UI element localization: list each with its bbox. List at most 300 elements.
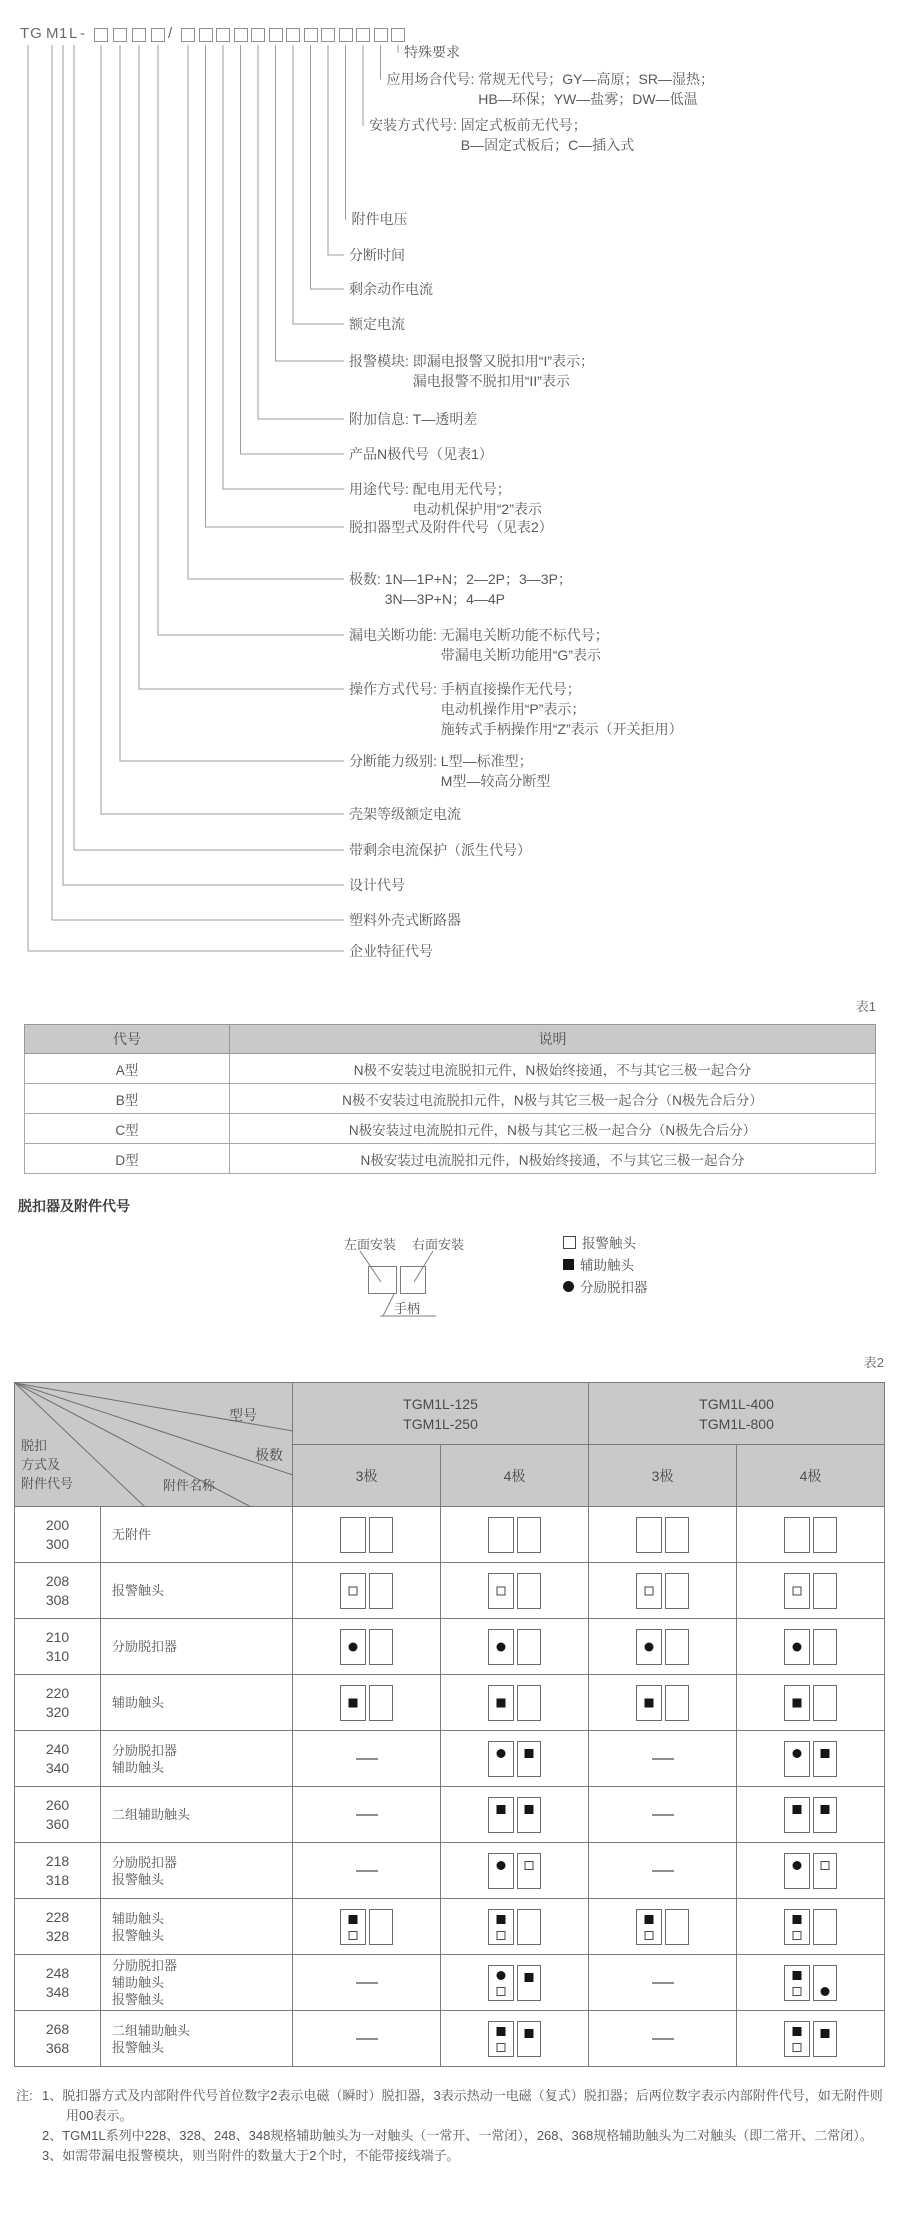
note-item: 2、TGM1L系列中228、328、248、348规格辅助触头为一对触头（一常开、一常闭），268、368规格辅助触头为二对触头（即二常开、二常闭）。 [42, 2128, 873, 2143]
leader-line [223, 45, 344, 489]
accessory-name-line: 辅助触头 [112, 1695, 165, 1710]
right-compartment [665, 1517, 689, 1553]
breaker-icon [488, 1909, 541, 1945]
diagram-label [349, 479, 542, 519]
model-group-125-250 [293, 1383, 589, 1445]
breaker-icon [488, 1797, 541, 1833]
code-box [321, 28, 335, 42]
breaker-icon [784, 1685, 837, 1721]
legend-item [563, 1232, 636, 1252]
trip-code: 320 [45, 1703, 70, 1720]
breaker-config-cell [737, 1731, 885, 1787]
left-compartment [784, 1685, 810, 1721]
sq-fill-icon [349, 1915, 358, 1924]
left-compartment [488, 1965, 514, 2001]
code-box [304, 28, 318, 42]
left-compartment [488, 1685, 514, 1721]
breaker-icon [784, 2021, 837, 2057]
diagram-label-line: 报警模块: 即漏电报警又脱扣用“I”表示； [349, 353, 594, 369]
accessory-name-cell [101, 1731, 293, 1787]
code-box [199, 28, 213, 42]
diagram-label-line: 壳架等级额定电流 [349, 806, 461, 822]
dot-icon [645, 1642, 654, 1651]
trip-code-cell [15, 1843, 101, 1899]
sq-fill-icon [525, 2029, 534, 2038]
code-char-TG: TG [20, 25, 43, 42]
note-item: 3、如需带漏电报警模块，则当附件的数量大于2个时，不能带接线端子。 [42, 2148, 460, 2163]
sq-fill-icon [821, 1805, 830, 1814]
sq-fill-icon [821, 2029, 830, 2038]
note-item: 1、脱扣器方式及内部附件代号首位数字2表示电磁（瞬时）脱扣器，3表示热动一电磁（复式）脱扣器；后两位数字表示内部附件代号，如无附件则用00表示。 [42, 2088, 883, 2123]
right-compartment [813, 1741, 837, 1777]
leader-line [398, 45, 399, 52]
table1-header-code: 代号 [25, 1025, 230, 1054]
model-name: TGM1L-800 [699, 1415, 774, 1432]
table2-row [15, 1843, 885, 1899]
table2-row [15, 1787, 885, 1843]
leader-line [328, 45, 344, 255]
accessory-name-cell [101, 1787, 293, 1843]
sq-open-icon [349, 1586, 358, 1595]
diagram-label-line: 脱扣器型式及附件代号（见表2） [349, 519, 553, 535]
dot-icon [497, 1749, 506, 1758]
table1-row [25, 1054, 876, 1084]
breaker-config-cell [737, 1563, 885, 1619]
code-box [151, 28, 165, 42]
breaker-icon [488, 1573, 541, 1609]
leader-line [206, 45, 345, 527]
trip-code: 220 [45, 1684, 70, 1701]
table1-code-cell: D型 [25, 1144, 230, 1174]
trip-code: 348 [45, 1983, 70, 2000]
right-compartment [665, 1573, 689, 1609]
left-compartment [784, 1741, 810, 1777]
table1-row [25, 1084, 876, 1114]
table2-row [15, 1563, 885, 1619]
diagram-label [349, 625, 609, 665]
model-name: TGM1L-250 [403, 1415, 478, 1432]
not-available-dash [652, 1982, 674, 1984]
sq-fill-icon [525, 1805, 534, 1814]
sq-open-icon [793, 2043, 802, 2052]
trip-code-cell [15, 1563, 101, 1619]
right-compartment [665, 1629, 689, 1665]
breaker-config-cell [441, 1675, 589, 1731]
breaker-config-cell [293, 1731, 441, 1787]
sq-fill-icon [497, 1698, 506, 1707]
breaker-icon [636, 1909, 689, 1945]
diagram-label-line: 带剩余电流保护（派生代号） [349, 842, 531, 858]
diagram-label [349, 409, 477, 429]
table1-code-cell: A型 [25, 1054, 230, 1084]
diagram-label-line: 产品N极代号（见表1） [349, 446, 493, 462]
pole-header-cell: 4极 [737, 1445, 885, 1507]
accessory-name-cell [101, 1619, 293, 1675]
left-compartment [488, 1853, 514, 1889]
table1-header-row [25, 1025, 876, 1054]
breaker-icon [488, 1517, 541, 1553]
trip-code: 228 [45, 1908, 70, 1925]
breaker-icon [340, 1573, 393, 1609]
accessory-name-line: 辅助触头 [112, 1759, 165, 1775]
code-box [391, 28, 405, 42]
breaker-config-cell [293, 1899, 441, 1955]
diagram-label-line: 施转式手柄操作用“Z”表示（开关拒用） [440, 721, 683, 737]
diagram-label-line: 塑料外壳式断路器 [349, 912, 461, 928]
trip-accessory-table [14, 1382, 885, 2067]
right-compartment [517, 1685, 541, 1721]
corner-left-line-1: 脱扣 [21, 1438, 48, 1453]
accessory-name-cell [101, 2011, 293, 2067]
code-char-M: M [46, 25, 60, 42]
breaker-config-cell [737, 1507, 885, 1563]
trip-code-cell [15, 1899, 101, 1955]
trip-code-cell [15, 1731, 101, 1787]
table2-row [15, 1955, 885, 2011]
breaker-icon [488, 1685, 541, 1721]
model-group-400-800 [589, 1383, 885, 1445]
breaker-icon [340, 1909, 393, 1945]
handle-label: 手柄 [394, 1301, 421, 1316]
breaker-config-cell [589, 1899, 737, 1955]
table1-desc-cell: N极安装过电流脱扣元件，N极始终接通，不与其它三极一起合分 [230, 1144, 876, 1174]
breaker-config-cell [737, 1675, 885, 1731]
leader-line [63, 45, 344, 885]
right-compartment [517, 1741, 541, 1777]
dot-icon [821, 1987, 830, 1996]
code-box [113, 28, 127, 42]
breaker-icon [784, 1965, 837, 2001]
sq-fill-icon [645, 1698, 654, 1707]
breaker-config-cell [293, 2011, 441, 2067]
breaker-icon [488, 1741, 541, 1777]
accessory-name-line: 分励脱扣器 [112, 1639, 178, 1654]
breaker-config-cell [293, 1563, 441, 1619]
legend-item [563, 1276, 648, 1296]
sq-fill-icon [645, 1915, 654, 1924]
breaker-config-cell [589, 1675, 737, 1731]
table2-model-header-row [15, 1383, 885, 1445]
legend-label: 辅助触头 [580, 1258, 634, 1273]
right-compartment [517, 2021, 541, 2057]
right-compartment [517, 1853, 541, 1889]
breaker-config-cell [737, 1619, 885, 1675]
right-compartment [369, 1517, 393, 1553]
left-compartment [784, 1965, 810, 2001]
diagram-label-line: 分断时间 [349, 247, 405, 263]
breaker-icon [636, 1517, 689, 1553]
not-available-dash [356, 1758, 378, 1760]
breaker-config-cell [441, 1955, 589, 2011]
sq-open-icon [497, 1931, 506, 1940]
breaker-icon [340, 1629, 393, 1665]
dot-icon [563, 1281, 574, 1292]
notes-prefix: 注: [16, 2088, 33, 2103]
code-char-L: L [69, 25, 79, 42]
table1-caption: 表1 [855, 999, 876, 1014]
trip-code: 310 [45, 1647, 70, 1664]
diagram-label [349, 444, 493, 464]
breaker-config-cell [589, 1731, 737, 1787]
code-box [339, 28, 353, 42]
accessory-name-line: 报警触头 [112, 1871, 165, 1887]
sq-open-icon [563, 1236, 576, 1249]
accessory-name-cell [101, 1843, 293, 1899]
accessory-name-line: 报警触头 [112, 1583, 165, 1598]
accessory-name-cell [101, 1563, 293, 1619]
right-compartment [517, 1797, 541, 1833]
leader-line [293, 45, 344, 324]
not-available-dash [652, 1814, 674, 1816]
model-name: TGM1L-125 [403, 1395, 478, 1412]
notes-block [16, 2086, 884, 2166]
right-compartment [813, 1909, 837, 1945]
accessory-name-line: 辅助触头 [112, 1975, 165, 1990]
left-mount-label: 左面安装 [344, 1237, 397, 1252]
model-name: TGM1L-400 [699, 1395, 774, 1412]
not-available-dash [356, 1982, 378, 1984]
sq-fill-icon [563, 1259, 574, 1270]
breaker-config-cell [441, 1619, 589, 1675]
model-code-diagram [0, 22, 900, 982]
leader-line [52, 45, 344, 920]
code-box [94, 28, 108, 42]
sq-fill-icon [497, 2027, 506, 2036]
trip-code: 308 [45, 1591, 70, 1608]
left-compartment [340, 1685, 366, 1721]
sq-fill-icon [525, 1973, 534, 1982]
breaker-icon [488, 1629, 541, 1665]
trip-code-cell [15, 1955, 101, 2011]
diagram-label-line: 额定电流 [349, 316, 405, 332]
diagram-label-line: 分断能力级别: L型—标准型； [349, 753, 533, 769]
accessory-name-line: 二组辅助触头 [112, 2022, 191, 2038]
sq-fill-icon [793, 1698, 802, 1707]
leader-line [74, 45, 344, 850]
diagram-label [349, 279, 433, 299]
left-compartment [636, 1517, 662, 1553]
right-compartment [813, 1965, 837, 2001]
breaker-config-cell [293, 1787, 441, 1843]
diagram-label [349, 875, 405, 895]
left-compartment [784, 1517, 810, 1553]
dot-icon [349, 1642, 358, 1651]
diagram-label-line: 安装方式代号: 固定式板前无代号； [369, 117, 587, 133]
not-available-dash [652, 2038, 674, 2040]
trip-code: 360 [45, 1815, 70, 1832]
table1-code-cell: C型 [25, 1114, 230, 1144]
leader-line [363, 45, 364, 125]
diagram-label [404, 42, 460, 62]
left-compartment [488, 1517, 514, 1553]
corner-name-label: 附件名称 [163, 1478, 216, 1493]
trip-code: 248 [45, 1964, 70, 1981]
breaker-config-cell [441, 1507, 589, 1563]
diagram-label-line: 3N—3P+N；4—4P [384, 591, 505, 607]
trip-code: 268 [45, 2020, 70, 2037]
accessory-name-line: 二组辅助触头 [112, 1807, 191, 1822]
accessory-name-line: 分励脱扣器 [112, 1854, 178, 1870]
breaker-config-cell [441, 1731, 589, 1787]
sq-fill-icon [497, 1915, 506, 1924]
left-compartment [636, 1685, 662, 1721]
right-compartment [813, 1853, 837, 1889]
diagram-label-line: 电动机操作用“P”表示； [440, 701, 586, 717]
not-available-dash [652, 1870, 674, 1872]
diagram-label [369, 115, 634, 155]
breaker-config-cell [589, 1563, 737, 1619]
code-box [356, 28, 370, 42]
code-box [234, 28, 248, 42]
sq-open-icon [497, 1586, 506, 1595]
breaker-config-cell [737, 1787, 885, 1843]
breaker-icon [488, 1853, 541, 1889]
sq-open-icon [645, 1586, 654, 1595]
breaker-config-cell [737, 1955, 885, 2011]
sq-open-icon [793, 1987, 802, 1996]
code-box [251, 28, 265, 42]
trip-code: 208 [45, 1572, 70, 1589]
trip-code: 218 [45, 1852, 70, 1869]
left-compartment [488, 1741, 514, 1777]
right-compartment [813, 1797, 837, 1833]
right-compartment [369, 1573, 393, 1609]
breaker-config-cell [589, 1843, 737, 1899]
table1-row [25, 1144, 876, 1174]
accessory-section-title: 脱扣器及附件代号 [18, 1198, 130, 1214]
right-compartment [517, 1517, 541, 1553]
diagram-label [349, 517, 553, 537]
sq-fill-icon [497, 1805, 506, 1814]
table2-row [15, 1507, 885, 1563]
code-box [269, 28, 283, 42]
leader-line [28, 45, 344, 951]
n-pole-code-table [24, 1024, 876, 1174]
accessory-name-cell [101, 1507, 293, 1563]
leader-line [139, 45, 344, 689]
breaker-config-cell [293, 1955, 441, 2011]
code-char-1: 1 [59, 25, 69, 42]
trip-code: 328 [45, 1927, 70, 1944]
table1-desc-cell: N极安装过电流脱扣元件，N极与其它三极一起合分（N极先合后分） [230, 1114, 876, 1144]
leader-line [158, 45, 344, 635]
breaker-icon [784, 1629, 837, 1665]
sq-open-icon [525, 1861, 534, 1870]
left-compartment [340, 1629, 366, 1665]
table1-code-cell: B型 [25, 1084, 230, 1114]
breaker-config-cell [441, 1787, 589, 1843]
breaker-icon [784, 1797, 837, 1833]
diagram-label-line: 设计代号 [349, 877, 405, 893]
breaker-config-cell [589, 1507, 737, 1563]
trip-code: 368 [45, 2039, 70, 2056]
diagram-label-line: B—固定式板后；C—插入式 [460, 137, 635, 153]
leader-line [258, 45, 344, 419]
breaker-config-cell [293, 1675, 441, 1731]
table2-row [15, 1619, 885, 1675]
table2-row [15, 2011, 885, 2067]
diagram-label [349, 910, 461, 930]
legend-item [563, 1254, 634, 1274]
left-compartment [488, 1629, 514, 1665]
table2-caption: 表2 [863, 1355, 884, 1370]
trip-code: 200 [45, 1516, 70, 1533]
right-compartment [813, 2021, 837, 2057]
breaker-config-cell [293, 1843, 441, 1899]
breaker-config-cell [737, 1899, 885, 1955]
table2-row [15, 1675, 885, 1731]
sq-open-icon [497, 2043, 506, 2052]
right-mount-label: 右面安装 [412, 1237, 465, 1252]
dot-icon [497, 1971, 506, 1980]
not-available-dash [356, 1814, 378, 1816]
legend-label: 报警触头 [582, 1236, 636, 1251]
not-available-dash [356, 1870, 378, 1872]
sq-open-icon [793, 1931, 802, 1940]
leader-line [311, 45, 345, 289]
breaker-icon [636, 1629, 689, 1665]
diagram-label-line: 带漏电关断功能用“G”表示 [440, 647, 601, 663]
leader-line [346, 45, 347, 219]
dot-icon [793, 1749, 802, 1758]
breaker-icon [340, 1685, 393, 1721]
table1-header-desc: 说明 [230, 1025, 876, 1054]
diagram-label-line: 漏电报警不脱扣用“II”表示 [412, 373, 570, 389]
right-compartment [665, 1685, 689, 1721]
diagram-label [387, 69, 714, 109]
left-compartment [784, 1853, 810, 1889]
right-compartment [369, 1629, 393, 1665]
diagram-label [349, 245, 405, 265]
code-dash: - [80, 25, 86, 42]
accessory-name-cell [101, 1675, 293, 1731]
breaker-icon [784, 1517, 837, 1553]
sq-fill-icon [793, 1971, 802, 1980]
leader-line [188, 45, 344, 579]
diagram-label [349, 314, 405, 334]
code-box [286, 28, 300, 42]
corner-model-label: 型号 [229, 1407, 257, 1423]
left-compartment [784, 2021, 810, 2057]
code-box [216, 28, 230, 42]
diagram-label [349, 804, 461, 824]
right-compartment [813, 1573, 837, 1609]
right-compartment [665, 1909, 689, 1945]
breaker-icon [784, 1853, 837, 1889]
breaker-icon [636, 1573, 689, 1609]
diagram-label [352, 209, 408, 229]
right-compartment [517, 1965, 541, 2001]
sq-fill-icon [821, 1749, 830, 1758]
breaker-icon [784, 1573, 837, 1609]
dot-icon [793, 1861, 802, 1870]
diagram-label [349, 840, 531, 860]
breaker-config-cell [737, 2011, 885, 2067]
left-compartment [636, 1573, 662, 1609]
breaker-config-cell [589, 1619, 737, 1675]
diagram-label-line: 用途代号: 配电用无代号； [349, 481, 511, 497]
sq-fill-icon [793, 1805, 802, 1814]
diagram-label [349, 941, 433, 961]
pole-header-cell: 3极 [293, 1445, 441, 1507]
diagram-label-line: 电动机保护用“2”表示 [412, 501, 542, 517]
left-compartment [488, 1797, 514, 1833]
diagram-label-line: M型—较高分断型 [440, 773, 551, 789]
sq-open-icon [793, 1586, 802, 1595]
trip-code-cell [15, 1787, 101, 1843]
accessory-name-line: 分励脱扣器 [112, 1958, 178, 1973]
dot-icon [497, 1642, 506, 1651]
